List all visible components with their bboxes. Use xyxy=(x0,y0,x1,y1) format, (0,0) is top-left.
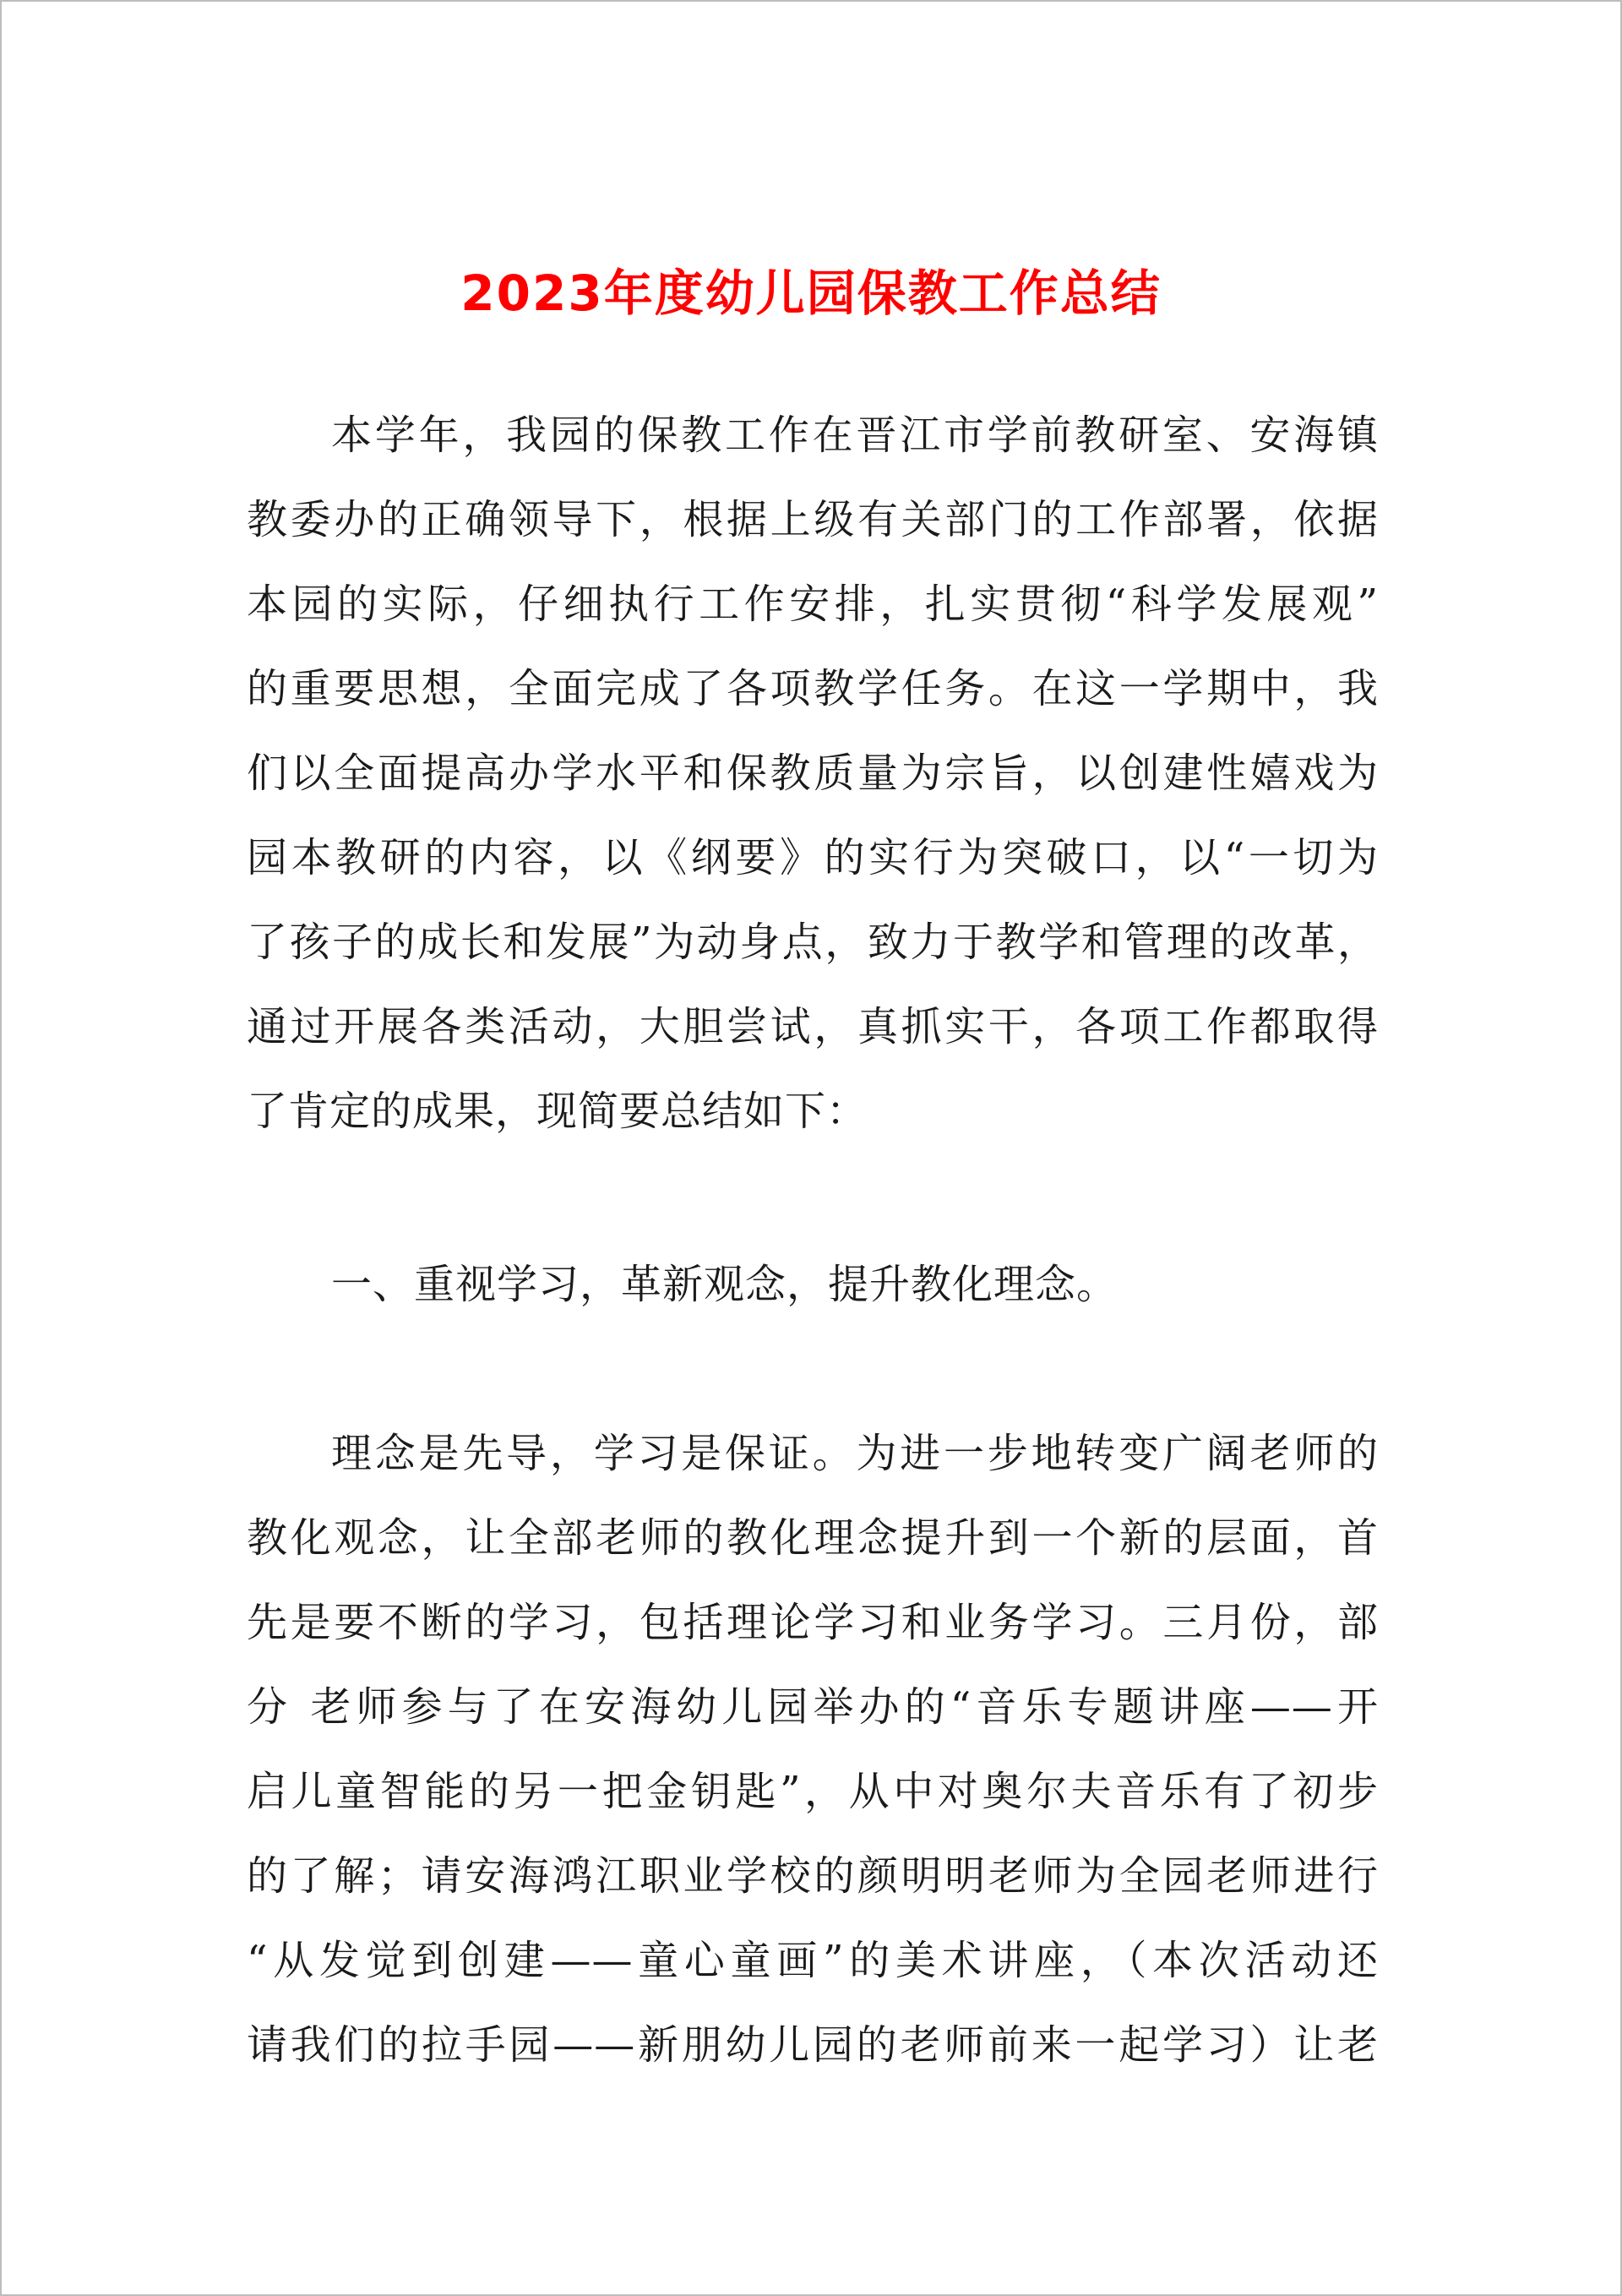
paragraph-1-line-3: 本园的实际，仔细执行工作安排，扎实贯彻“科学发展观” xyxy=(247,581,1379,628)
paragraph-1-line-9: 了肯定的成果，现简要总结如下： xyxy=(247,1088,868,1135)
paragraph-2-line-1: 理念是先导，学习是保证。为进一步地转变广阔老师的 xyxy=(331,1430,1379,1477)
paragraph-2-line-4: 分 老师参与了在安海幼儿园举办的“音乐专题讲座——开 xyxy=(247,1683,1379,1731)
document-title: 2023年度幼儿园保教工作总结 xyxy=(460,265,1162,322)
paragraph-1-line-2: 教委办的正确领导下，根据上级有关部门的工作部署，依据 xyxy=(247,496,1379,543)
paragraph-2-line-5: 启儿童智能的另一把金钥匙”，从中对奥尔夫音乐有了初步 xyxy=(247,1768,1379,1815)
paragraph-1-line-6: 园本教研的内容，以《纲要》的实行为突破口，以“一切为 xyxy=(247,834,1379,881)
paragraph-2-line-6: 的了解；请安海鸿江职业学校的颜明明老师为全园老师进行 xyxy=(247,1852,1379,1900)
paragraph-2-line-3: 先是要不断的学习，包括理论学习和业务学习。三月份，部 xyxy=(247,1599,1379,1646)
paragraph-1-line-5: 们以全面提高办学水平和保教质量为宗旨，以创建性嬉戏为 xyxy=(247,750,1379,797)
section-heading-1: 一、重视学习，革新观念，提升教化理念。 xyxy=(331,1261,1119,1308)
paragraph-1-line-8: 通过开展各类活动，大胆尝试，真抓实干，各项工作都取得 xyxy=(247,1003,1379,1050)
paragraph-2-line-7: “从发觉到创建——童心童画”的美术讲座，（本次活动还 xyxy=(247,1937,1379,1984)
paragraph-1-line-4: 的重要思想，全面完成了各项教学任务。在这一学期中，我 xyxy=(247,665,1379,712)
paragraph-2-line-8: 请我们的拉手园——新朋幼儿园的老师前来一起学习）让老 xyxy=(247,2021,1379,2069)
paragraph-2-line-2: 教化观念，让全部老师的教化理念提升到一个新的层面，首 xyxy=(247,1514,1379,1562)
paragraph-1-line-7: 了孩子的成长和发展”为动身点，致力于教学和管理的改革， xyxy=(247,919,1379,966)
paragraph-1-line-1: 本学年，我园的保教工作在晋江市学前教研室、安海镇 xyxy=(331,412,1379,459)
